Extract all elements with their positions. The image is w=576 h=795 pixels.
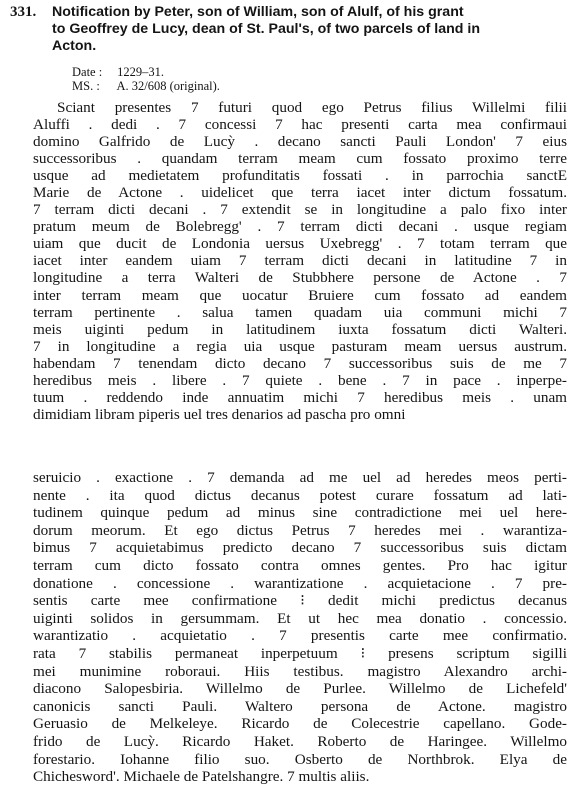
text-line: warantizatio . acquietatio . 7 presentis carte mee confirmatio. <box>33 627 567 645</box>
text-line: mei munimine roboraui. Hiis testibus. magistro Alexandro archi- <box>33 662 567 680</box>
text-line: dorum meorum. Et ego dictus Petrus 7 heredes mei . warantiza- <box>33 521 567 539</box>
text-line: Chichesword'. Michaele de Patelshangre. 7 multis aliis. <box>33 768 370 786</box>
text-line: inter terram meam que uocatur Bruiere cum fossato ad eandem <box>33 286 567 304</box>
text-line: terram pertinente . salua tamen quadam uia communi michi 7 <box>33 303 567 321</box>
text-line: Sciant presentes 7 futuri quod ego Petrus filius Willelmi filii <box>57 99 567 116</box>
charter-title-line-2: to Geoffrey de Lucy, dean of St. Paul's, of two parcels of land in <box>52 21 481 37</box>
text-line: seruicio . exactione . 7 demanda ad me uel ad heredes meos perti- <box>33 469 567 486</box>
text-line: diacono Salopesbiria. Willelmo de Purlee. Willelmo de Lichefeld' <box>33 680 567 698</box>
text-line: heredibus meis . libere . 7 quiete . bene . 7 in pace . inperpe- <box>33 371 567 389</box>
date-label: Date : <box>72 65 103 79</box>
date-row <box>72 65 220 79</box>
ms-row <box>72 79 220 93</box>
text-line: pratum meum de Bolebregg' . 7 terram dicti decani . usque regiam <box>33 218 567 236</box>
ms-value: A. 32/608 (original). <box>116 79 220 93</box>
text-line: habendam 7 tenendam dicto decano 7 successoribus suis de me 7 <box>33 354 567 372</box>
charter-heading <box>10 4 566 55</box>
text-line: Geruasio de Melkeleye. Ricardo de Colecestrie capellano. Gode- <box>33 715 567 733</box>
text-line: iacet inter eandem uiam 7 terram dicti decani in latitudine 7 in <box>33 252 567 270</box>
date-value: 1229–31. <box>117 65 164 79</box>
text-line: longitudine a terra Walteri de Stubbhere persone de Actone . 7 <box>33 269 567 287</box>
text-line: tudinem quinque pedum ad minus sine contradictione mei uel here- <box>33 504 567 522</box>
text-line: 7 in longitudine a regia uia usque pasturam meam uersus austrum. <box>33 337 567 355</box>
ms-label: MS. : <box>72 79 100 93</box>
text-line: canonicis sancti Pauli. Waltero persona de Actone. magistro <box>33 697 567 715</box>
text-line: 7 terram dicti decani . 7 extendit se in longitudine a palo fixo inter <box>33 201 567 219</box>
text-line: forestario. Iohanne filio suo. Osberto de Northbrok. Elya de <box>33 750 567 768</box>
charter-title-line-3: Acton. <box>52 38 97 54</box>
text-line: tuum . reddendo inde annuatim michi 7 heredibus meis . unam <box>33 388 567 406</box>
charter-metadata <box>72 65 220 93</box>
text-line: meis uiginti pedum in latitudinem iuxta fossatum dicti Walteri. <box>33 320 567 338</box>
text-line: terram cum dicto fossato contra omnes gentes. Pro hac igitur <box>33 556 567 574</box>
text-line: bimus 7 acquietabimus predicto decano 7 successoribus suis dictam <box>33 539 567 557</box>
text-line: Aluffi . dedi . 7 concessi 7 hac presenti carta mea confirmaui <box>33 116 567 134</box>
text-line: uiginti solidos in gersummam. Et ut hec mea donatio . concessio. <box>33 609 567 627</box>
text-line: nente . ita quod dictus decanus potest curare fossatum ad lati- <box>33 486 567 504</box>
text-line: dimidiam libram piperis uel tres denarios ad pascha pro omni <box>33 405 406 423</box>
text-line: sentis carte mee confirmatione ⁝ dedit michi predictus decanus <box>33 592 567 610</box>
text-line: frido de Lucỳ. Ricardo Haket. Roberto de Haringee. Willelmo <box>33 732 567 750</box>
text-line: Marie de Actone . uidelicet que terra iacet inter dictum fossatum. <box>33 184 567 202</box>
text-line: rata 7 stabilis permaneat inperpetuum ⁝ presens scriptum sigilli <box>33 644 567 662</box>
charter-number: 331. <box>10 4 37 20</box>
charter-text-part-1 <box>33 99 567 423</box>
text-line: successoribus . quandam terram meam cum fossato proximo terre <box>33 150 567 168</box>
charter-title-line-1: Notification by Peter, son of William, son of Alulf, of his grant <box>52 4 464 20</box>
text-line: uiam que ducit de Londonia uersus Uxebregg' . 7 totam terram que <box>33 235 567 253</box>
text-line: donatione . concessione . warantizatione . acquietacione . 7 pre- <box>33 574 567 592</box>
text-line: usque ad medietatem profunditatis fossati . in parrochia sanctE <box>33 167 567 185</box>
text-line: domino Galfrido de Lucỳ . decano sancti Pauli London' 7 eius <box>33 133 567 151</box>
charter-text-part-2 <box>33 469 567 786</box>
